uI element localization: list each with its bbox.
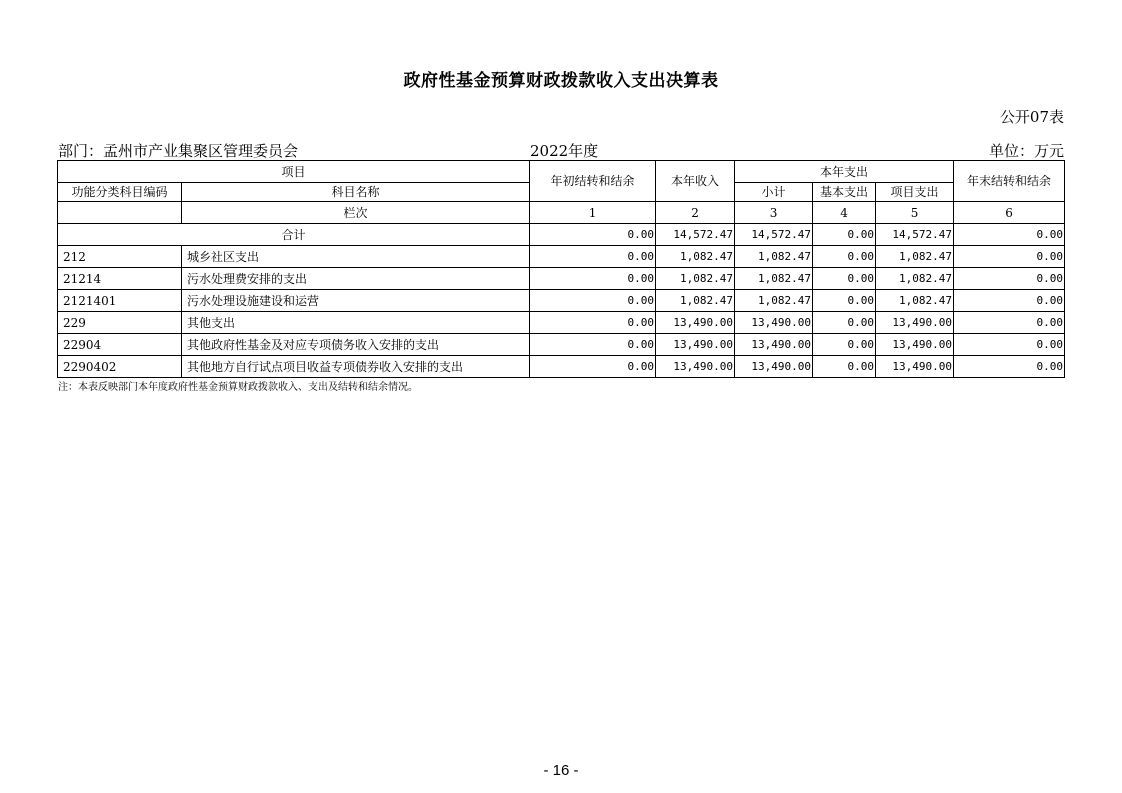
page-number: - 16 - [543,762,579,779]
row-value: 0.00 [954,356,1065,378]
fiscal-year: 2022年度 [530,142,599,160]
header-code: 功能分类科目编码 [58,183,182,202]
row-name: 城乡社区支出 [182,246,530,268]
row-value: 13,490.00 [876,334,954,356]
row-code: 229 [58,312,182,334]
table-row [58,290,1065,312]
column-label: 栏次 [182,202,530,224]
form-number: 公开07表 [999,108,1064,126]
row-value: 1,082.47 [876,290,954,312]
row-value: 0.00 [813,290,876,312]
row-code: 2290402 [58,356,182,378]
row-value: 13,490.00 [876,312,954,334]
row-value: 0.00 [813,268,876,290]
row-value: 0.00 [954,246,1065,268]
row-code: 21214 [58,268,182,290]
column-number-row [58,202,1065,224]
row-value: 0.00 [954,268,1065,290]
column-number: 2 [656,202,735,224]
row-value: 0.00 [530,246,656,268]
column-number: 1 [530,202,656,224]
column-number: 5 [876,202,954,224]
table-row [58,356,1065,378]
unit-label: 单位：万元 [988,142,1064,160]
table-row [58,268,1065,290]
header-income: 本年收入 [656,161,735,202]
header-basic-expense: 基本支出 [813,183,876,202]
row-code: 2121401 [58,290,182,312]
row-code: 212 [58,246,182,268]
row-value: 0.00 [530,356,656,378]
table-row [58,334,1065,356]
row-value: 0.00 [530,312,656,334]
row-name: 其他支出 [182,312,530,334]
row-code: 22904 [58,334,182,356]
department-label: 部门：孟州市产业集聚区管理委员会 [58,142,299,160]
row-value: 0.00 [954,334,1065,356]
table-note: 注：本表反映部门本年度政府性基金预算财政拨款收入、支出及结转和结余情况。 [58,382,418,393]
header-item: 项目 [58,161,530,183]
row-value: 0.00 [530,268,656,290]
row-value: 1,082.47 [656,268,735,290]
header-expense: 本年支出 [735,161,954,183]
row-value: 1,082.47 [735,246,813,268]
header-closing-balance: 年末结转和结余 [954,161,1065,202]
row-name: 其他政府性基金及对应专项债务收入安排的支出 [182,334,530,356]
total-value: 0.00 [530,224,656,246]
table-row [58,312,1065,334]
header-project-expense: 项目支出 [876,183,954,202]
total-value: 14,572.47 [876,224,954,246]
row-value: 1,082.47 [735,290,813,312]
row-value: 13,490.00 [735,312,813,334]
row-value: 13,490.00 [656,356,735,378]
row-value: 13,490.00 [735,356,813,378]
row-value: 0.00 [954,290,1065,312]
empty-cell [58,202,182,224]
total-value: 14,572.47 [656,224,735,246]
row-value: 13,490.00 [876,356,954,378]
row-value: 1,082.47 [735,268,813,290]
row-value: 13,490.00 [656,334,735,356]
header-opening-balance: 年初结转和结余 [530,161,656,202]
row-name: 污水处理设施建设和运营 [182,290,530,312]
row-value: 1,082.47 [656,290,735,312]
column-number: 3 [735,202,813,224]
row-value: 13,490.00 [656,312,735,334]
row-value: 1,082.47 [876,268,954,290]
row-value: 0.00 [813,312,876,334]
header-name: 科目名称 [182,183,530,202]
row-value: 0.00 [954,312,1065,334]
row-value: 0.00 [813,334,876,356]
row-name: 污水处理费安排的支出 [182,268,530,290]
row-value: 0.00 [530,290,656,312]
total-label: 合计 [58,224,530,246]
row-value: 1,082.47 [656,246,735,268]
total-value: 0.00 [813,224,876,246]
table-row [58,246,1065,268]
total-row [58,224,1065,246]
row-value: 13,490.00 [735,334,813,356]
total-value: 14,572.47 [735,224,813,246]
header-subtotal: 小计 [735,183,813,202]
row-name: 其他地方自行试点项目收益专项债券收入安排的支出 [182,356,530,378]
row-value: 1,082.47 [876,246,954,268]
page-title: 政府性基金预算财政拨款收入支出决算表 [403,71,719,91]
column-number: 6 [954,202,1065,224]
row-value: 0.00 [813,356,876,378]
budget-table [57,160,1065,378]
row-value: 0.00 [530,334,656,356]
row-value: 0.00 [813,246,876,268]
column-number: 4 [813,202,876,224]
total-value: 0.00 [954,224,1065,246]
